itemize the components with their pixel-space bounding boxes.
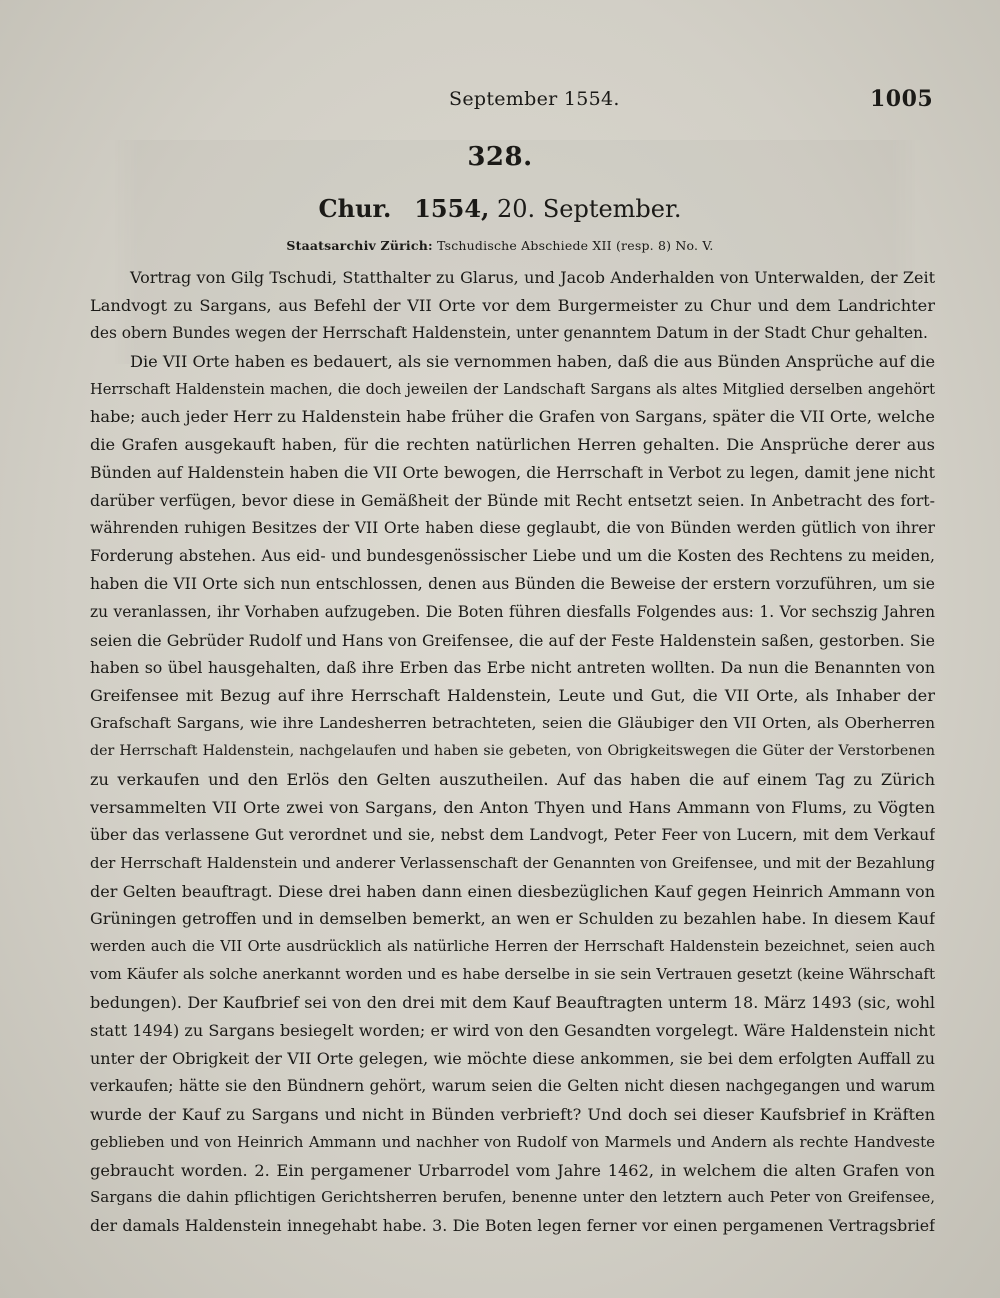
text-line: Vortrag von Gilg Tschudi, Statthalter zu Glarus, und Jacob Anderhalden von Unterwalden, der Zeit (130, 268, 935, 287)
document-year: 1554, (414, 194, 490, 223)
running-title: September 1554. (449, 88, 620, 110)
text-line: über das verlassene Gut verordnet und sie, nebst dem Landvogt, Peter Feer von Lucern, mit dem Verkauf (90, 825, 935, 844)
text-line: geblieben und von Heinrich Ammann und nachher von Rudolf von Marmels und Andern als rechte Handveste (90, 1132, 935, 1151)
text-line: Die VII Orte haben es bedauert, als sie vernommen haben, daß die aus Bünden Ansprüche auf die (130, 351, 935, 371)
text-line: Herrschaft Haldenstein machen, die doch jeweilen der Landschaft Sargans als altes Mitglied derselben angehört (90, 380, 935, 398)
document-number: 328. (467, 142, 533, 172)
source-detail: Tschudische Abschiede XII (resp. 8) No. V. (436, 238, 714, 253)
source-archive: Staatsarchiv Zürich: (286, 238, 433, 253)
text-line: seien die Gebrüder Rudolf und Hans von Greifensee, die auf der Feste Haldenstein saßen, gestorben. Sie (90, 630, 935, 650)
document-date: 20. September. (497, 195, 682, 223)
text-line: der Gelten beauftragt. Diese drei haben dann einen diesbezüglichen Kauf gegen Heinrich Ammann von (90, 881, 935, 901)
text-line: habe; auch jeder Herr zu Haldenstein habe früher die Grafen von Sargans, später die VII Orte, welche (90, 407, 935, 427)
text-line: währenden ruhigen Besitzes der VII Orte haben diese geglaubt, die von Bünden werden gütlich von ihrer (90, 519, 935, 538)
text-line: bedungen). Der Kaufbrief sei von den drei mit dem Kauf Beauftragten unterm 18. März 1493 (sic, wohl (90, 993, 935, 1013)
text-line: des obern Bundes wegen der Herrschaft Haldenstein, unter genanntem Datum in der Stadt Chur gehalten. (90, 323, 928, 342)
text-line: Sargans die dahin pflichtigen Gerichtsherren berufen, benenne unter den letztern auch Peter von Greifensee, (90, 1188, 935, 1207)
document-place: Chur. (318, 194, 392, 223)
text-line: Greifensee mit Bezug auf ihre Herrschaft Haldenstein, Leute und Gut, die VII Orte, als Inhaber der (90, 686, 935, 706)
running-header (0, 86, 1000, 116)
text-line: Grafschaft Sargans, wie ihre Landesherren betrachteten, seien die Gläubiger den VII Orten, als Oberherren (90, 714, 935, 733)
text-line: versammelten VII Orte zwei von Sargans, den Anton Thyen und Hans Ammann von Flums, zu Vögten (90, 797, 935, 817)
text-line: statt 1494) zu Sargans besiegelt worden; er wird von den Gesandten vorgelegt. Wäre Haldenstein nicht (90, 1021, 935, 1041)
text-line: verkaufen; hätte sie den Bündnern gehört, warum seien die Gelten nicht diesen nachgegangen und warum (90, 1076, 935, 1095)
text-line: gebraucht worden. 2. Ein pergamener Urbarrodel vom Jahre 1462, in welchem die alten Grafen von (90, 1160, 935, 1180)
text-line: haben die VII Orte sich nun entschlossen, denen aus Bünden die Beweise der erstern vorzuführen, um sie (90, 574, 935, 593)
text-line: der Herrschaft Haldenstein, nachgelaufen und haben sie gebeten, von Obrigkeitswegen die Güter der Verstorbenen (90, 743, 935, 760)
text-line: zu veranlassen, ihr Vorhaben aufzugeben. Die Boten führen diesfalls Folgendes aus: 1. Vor sechszig Jahren (90, 602, 935, 621)
text-line: darüber verfügen, bevor diese in Gemäßheit der Bünde mit Recht entsetzt seien. In Anbetracht des fort- (90, 491, 935, 511)
text-line: wurde der Kauf zu Sargans und nicht in Bünden verbrieft? Und doch sei dieser Kaufsbrief in Kräften (90, 1104, 935, 1124)
text-line: Forderung abstehen. Aus eid- und bundesgenössischer Liebe und um die Kosten des Rechtens zu meiden, (90, 546, 935, 565)
document-source (0, 238, 1000, 253)
text-line: Grüningen getroffen und in demselben bemerkt, an wen er Schulden zu bezahlen habe. In diesem Kauf (90, 909, 935, 929)
text-line: die Grafen ausgekauft haben, für die rechten natürlichen Herren gehalten. Die Ansprüche derer aus (90, 435, 935, 455)
text-line: Landvogt zu Sargans, aus Befehl der VII Orte vor dem Burgermeister zu Chur und dem Landrichter (90, 295, 935, 315)
text-line: zu verkaufen und den Erlös den Gelten auszutheilen. Auf das haben die auf einem Tag zu Zürich (90, 770, 935, 790)
body-text (90, 264, 935, 1240)
text-line: der damals Haldenstein innegehabt habe. 3. Die Boten legen ferner vor einen pergamenen Vertragsbrief (90, 1216, 935, 1236)
text-line: haben so übel hausgehalten, daß ihre Erben das Erbe nicht antreten wollten. Da nun die Benannten von (90, 658, 935, 678)
text-line: der Herrschaft Haldenstein und anderer Verlassenschaft der Genannten von Greifensee, und mit der Bezahlung (90, 854, 935, 872)
text-line: Bünden auf Haldenstein haben die VII Orte bewogen, die Herrschaft in Verbot zu legen, damit jene nicht (90, 463, 935, 483)
document-heading (0, 194, 1000, 223)
text-line: werden auch die VII Orte ausdrücklich als natürliche Herren der Herrschaft Haldenstein bezeichnet, seien auch (90, 938, 935, 956)
page-number: 1005 (870, 86, 934, 112)
text-line: vom Käufer als solche anerkannt worden und es habe derselbe in sie sein Vertrauen gesetzt (keine Währschaft (90, 965, 935, 984)
text-line: unter der Obrigkeit der VII Orte gelegen, wie möchte diese ankommen, sie bei dem erfolgten Auffall zu (90, 1048, 935, 1068)
